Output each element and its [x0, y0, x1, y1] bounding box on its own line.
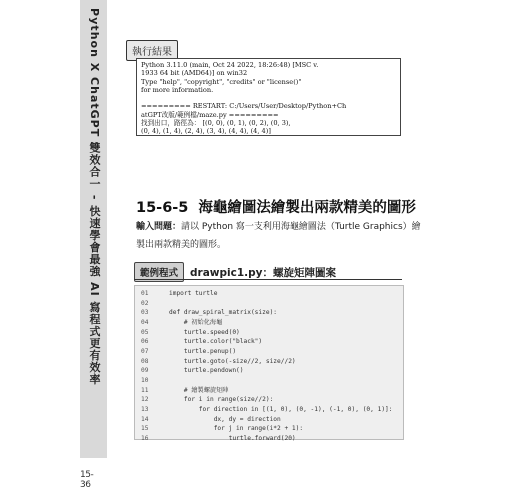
code-text: # 繪製螺旋矩陣	[169, 386, 229, 394]
code-line	[141, 347, 403, 357]
line-number: 15	[141, 425, 149, 433]
question-text: 請以 Python 寫一支利用海龜繪圖法（Turtle Graphics）繪製出兩款精美的圖形。	[136, 222, 421, 250]
code-line	[141, 289, 403, 299]
output-line: atGPT改版/範例檔/maze.py =========	[141, 110, 279, 119]
code-text: turtle.goto(-size//2, size//2)	[169, 357, 296, 365]
output-line	[141, 94, 396, 102]
line-number: 07	[141, 348, 149, 356]
code-text: turtle.color("black")	[169, 338, 263, 346]
code-text: # 初始化海龜	[169, 319, 223, 327]
line-number: 05	[141, 328, 149, 336]
code-text: for direction in [(1, 0), (0, -1), (-1, 0), (0, 1)]:	[169, 406, 393, 414]
code-line	[141, 376, 403, 386]
code-block	[134, 285, 404, 443]
section-heading: 海龜繪圖法繪製出兩款精美的圖形	[198, 200, 416, 216]
example-badge: 範例程式	[134, 262, 184, 282]
code-text: def draw_spiral_matrix(size):	[169, 309, 278, 317]
output-line: (0, 4), (1, 4), (2, 4), (3, 4), (4, 4), (4, 4)]	[141, 127, 271, 136]
line-number: 08	[141, 357, 149, 365]
code-line	[141, 337, 403, 347]
code-text: for j in range(i*2 + 1):	[169, 425, 304, 433]
code-line	[141, 318, 403, 328]
code-line	[141, 308, 403, 318]
code-line	[141, 424, 403, 434]
line-number: 01	[141, 290, 149, 297]
code-text: for i in range(size//2):	[169, 396, 274, 404]
code-line	[141, 328, 403, 338]
section-title	[136, 196, 416, 217]
example-filename: drawpic1.py：螺旋矩陣圖案	[190, 266, 336, 279]
code-text: turtle.penup()	[169, 348, 237, 356]
line-number: 11	[141, 386, 149, 394]
line-number: 03	[141, 309, 149, 317]
line-number: 16	[141, 435, 149, 443]
output-line: 找到出口，路徑為： [(0, 0), (0, 1), (0, 2), (0, 3),	[141, 119, 291, 128]
code-line	[141, 386, 403, 396]
output-line: Type "help", "copyright", "credits" or "license()"	[141, 77, 302, 86]
code-line	[141, 405, 403, 415]
line-number: 13	[141, 406, 149, 414]
code-text: import turtle	[169, 290, 218, 297]
code-line	[141, 299, 403, 309]
code-text: turtle.forward(20)	[169, 435, 296, 443]
question-paragraph	[136, 218, 426, 254]
code-line	[141, 366, 403, 376]
line-number: 12	[141, 396, 149, 404]
output-line: 1933 64 bit (AMD64)] on win32	[141, 69, 248, 78]
output-line: Python 3.11.0 (main, Oct 24 2022, 18:26:48) [MSC v.	[141, 61, 319, 69]
line-number: 14	[141, 415, 149, 423]
sidebar	[0, 0, 101, 500]
code-line	[141, 395, 403, 405]
code-line	[141, 415, 403, 425]
line-number: 04	[141, 319, 149, 327]
line-number: 06	[141, 338, 149, 346]
output-label: 執行結果	[126, 40, 178, 61]
question-label: 輸入問題：	[136, 222, 182, 232]
code-text: turtle.speed(0)	[169, 328, 240, 336]
code-text: dx, dy = direction	[169, 415, 281, 423]
output-line: ========= RESTART: C:/Users/User/Desktop/Python+Ch	[141, 102, 347, 111]
line-number: 02	[141, 299, 149, 307]
code-line	[141, 357, 403, 367]
divider	[134, 279, 402, 280]
book-title: Python X ChatGPT 雙效合一 - 快速學會最強 AI 寫程式更有效率	[88, 8, 101, 386]
output-box	[136, 58, 401, 136]
output-line: for more information.	[141, 85, 214, 94]
line-number: 09	[141, 367, 149, 375]
section-number: 15-6-5	[136, 200, 189, 216]
code-line	[141, 434, 403, 444]
code-text: turtle.pendown()	[169, 367, 244, 375]
page-number: 15-36	[80, 470, 94, 490]
line-number: 10	[141, 377, 149, 385]
